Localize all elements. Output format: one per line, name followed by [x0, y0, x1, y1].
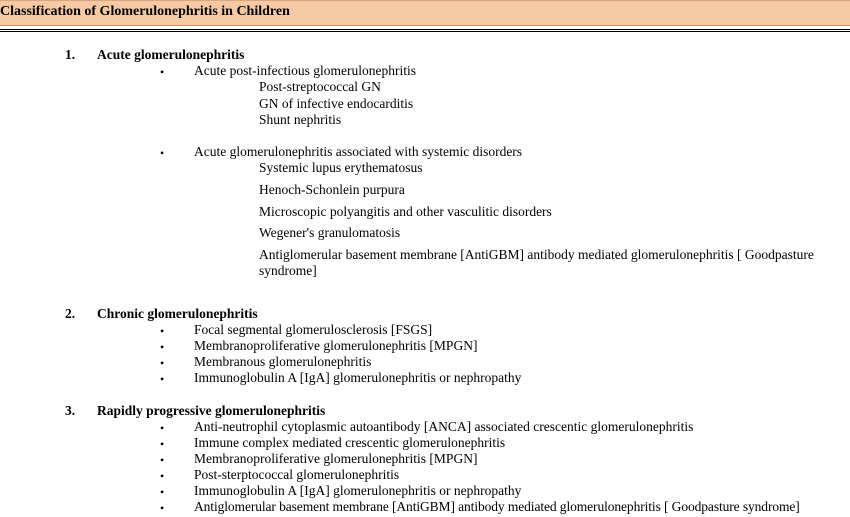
bullet: •: [160, 340, 165, 354]
bullet: •: [160, 146, 165, 160]
list-item: Acute post-infectious glomerulonephritis: [194, 63, 416, 78]
document-title: Classification of Glomerulonephritis in Children: [0, 4, 290, 19]
bullet: •: [160, 501, 165, 515]
bullet: •: [160, 421, 165, 435]
title-divider-top: [0, 29, 850, 30]
section-heading-chronic: Chronic glomerulonephritis: [97, 306, 258, 321]
sub-list-item: Post-streptococcal GN: [259, 79, 381, 94]
list-item: Immunoglobulin A [IgA] glomerulonephritis or nephropathy: [194, 370, 522, 385]
list-item: Acute glomerulonephritis associated with systemic disorders: [194, 144, 523, 159]
list-item: Membranoproliferative glomerulonephritis [MPGN]: [194, 451, 478, 466]
bullet: •: [160, 469, 165, 483]
section-number: 3.: [65, 403, 76, 418]
bullet: •: [160, 485, 165, 499]
bullet: •: [160, 65, 165, 79]
list-item: Membranoproliferative glomerulonephritis [MPGN]: [194, 338, 478, 353]
sub-list-item: Systemic lupus erythematosus: [259, 160, 423, 175]
list-item: Immune complex mediated crescentic glomerulonephritis: [194, 435, 506, 450]
sub-list-item: Shunt nephritis: [259, 112, 342, 127]
section-heading-acute: Acute glomerulonephritis: [97, 47, 245, 62]
list-item: Post-sterptococcal glomerulonephritis: [194, 467, 400, 482]
section-heading-rapidly-progressive: Rapidly progressive glomerulonephritis: [97, 403, 326, 418]
bullet: •: [160, 453, 165, 467]
section-number: 2.: [65, 306, 76, 321]
list-item: Antiglomerular basement membrane [AntiGBM] antibody mediated glomerulonephritis [ Goodpasture syndrome]: [194, 499, 800, 514]
list-item: Focal segmental glomerulosclerosis [FSGS]: [194, 322, 433, 337]
bullet: •: [160, 437, 165, 451]
bullet: •: [160, 372, 165, 386]
sub-list-item-continuation: syndrome]: [259, 263, 317, 278]
sub-list-item: Microscopic polyangitis and other vasculitic disorders: [259, 204, 552, 219]
sub-list-item: GN of infective endocarditis: [259, 96, 414, 111]
bullet: •: [160, 324, 165, 338]
title-bar: [0, 0, 850, 26]
title-divider-bottom: [0, 31, 850, 32]
bullet: •: [160, 356, 165, 370]
list-item: Membranous glomerulonephritis: [194, 354, 372, 369]
list-item: Immunoglobulin A [IgA] glomerulonephritis or nephropathy: [194, 483, 522, 498]
sub-list-item: Henoch-Schonlein purpura: [259, 182, 405, 197]
list-item: Anti-neutrophil cytoplasmic autoantibody [ANCA] associated crescentic glomerulonephritis: [194, 419, 694, 434]
section-number: 1.: [65, 47, 76, 62]
sub-list-item: Antiglomerular basement membrane [AntiGBM] antibody mediated glomerulonephritis [ Goodpasture: [259, 247, 814, 262]
sub-list-item: Wegener's granulomatosis: [259, 225, 401, 240]
